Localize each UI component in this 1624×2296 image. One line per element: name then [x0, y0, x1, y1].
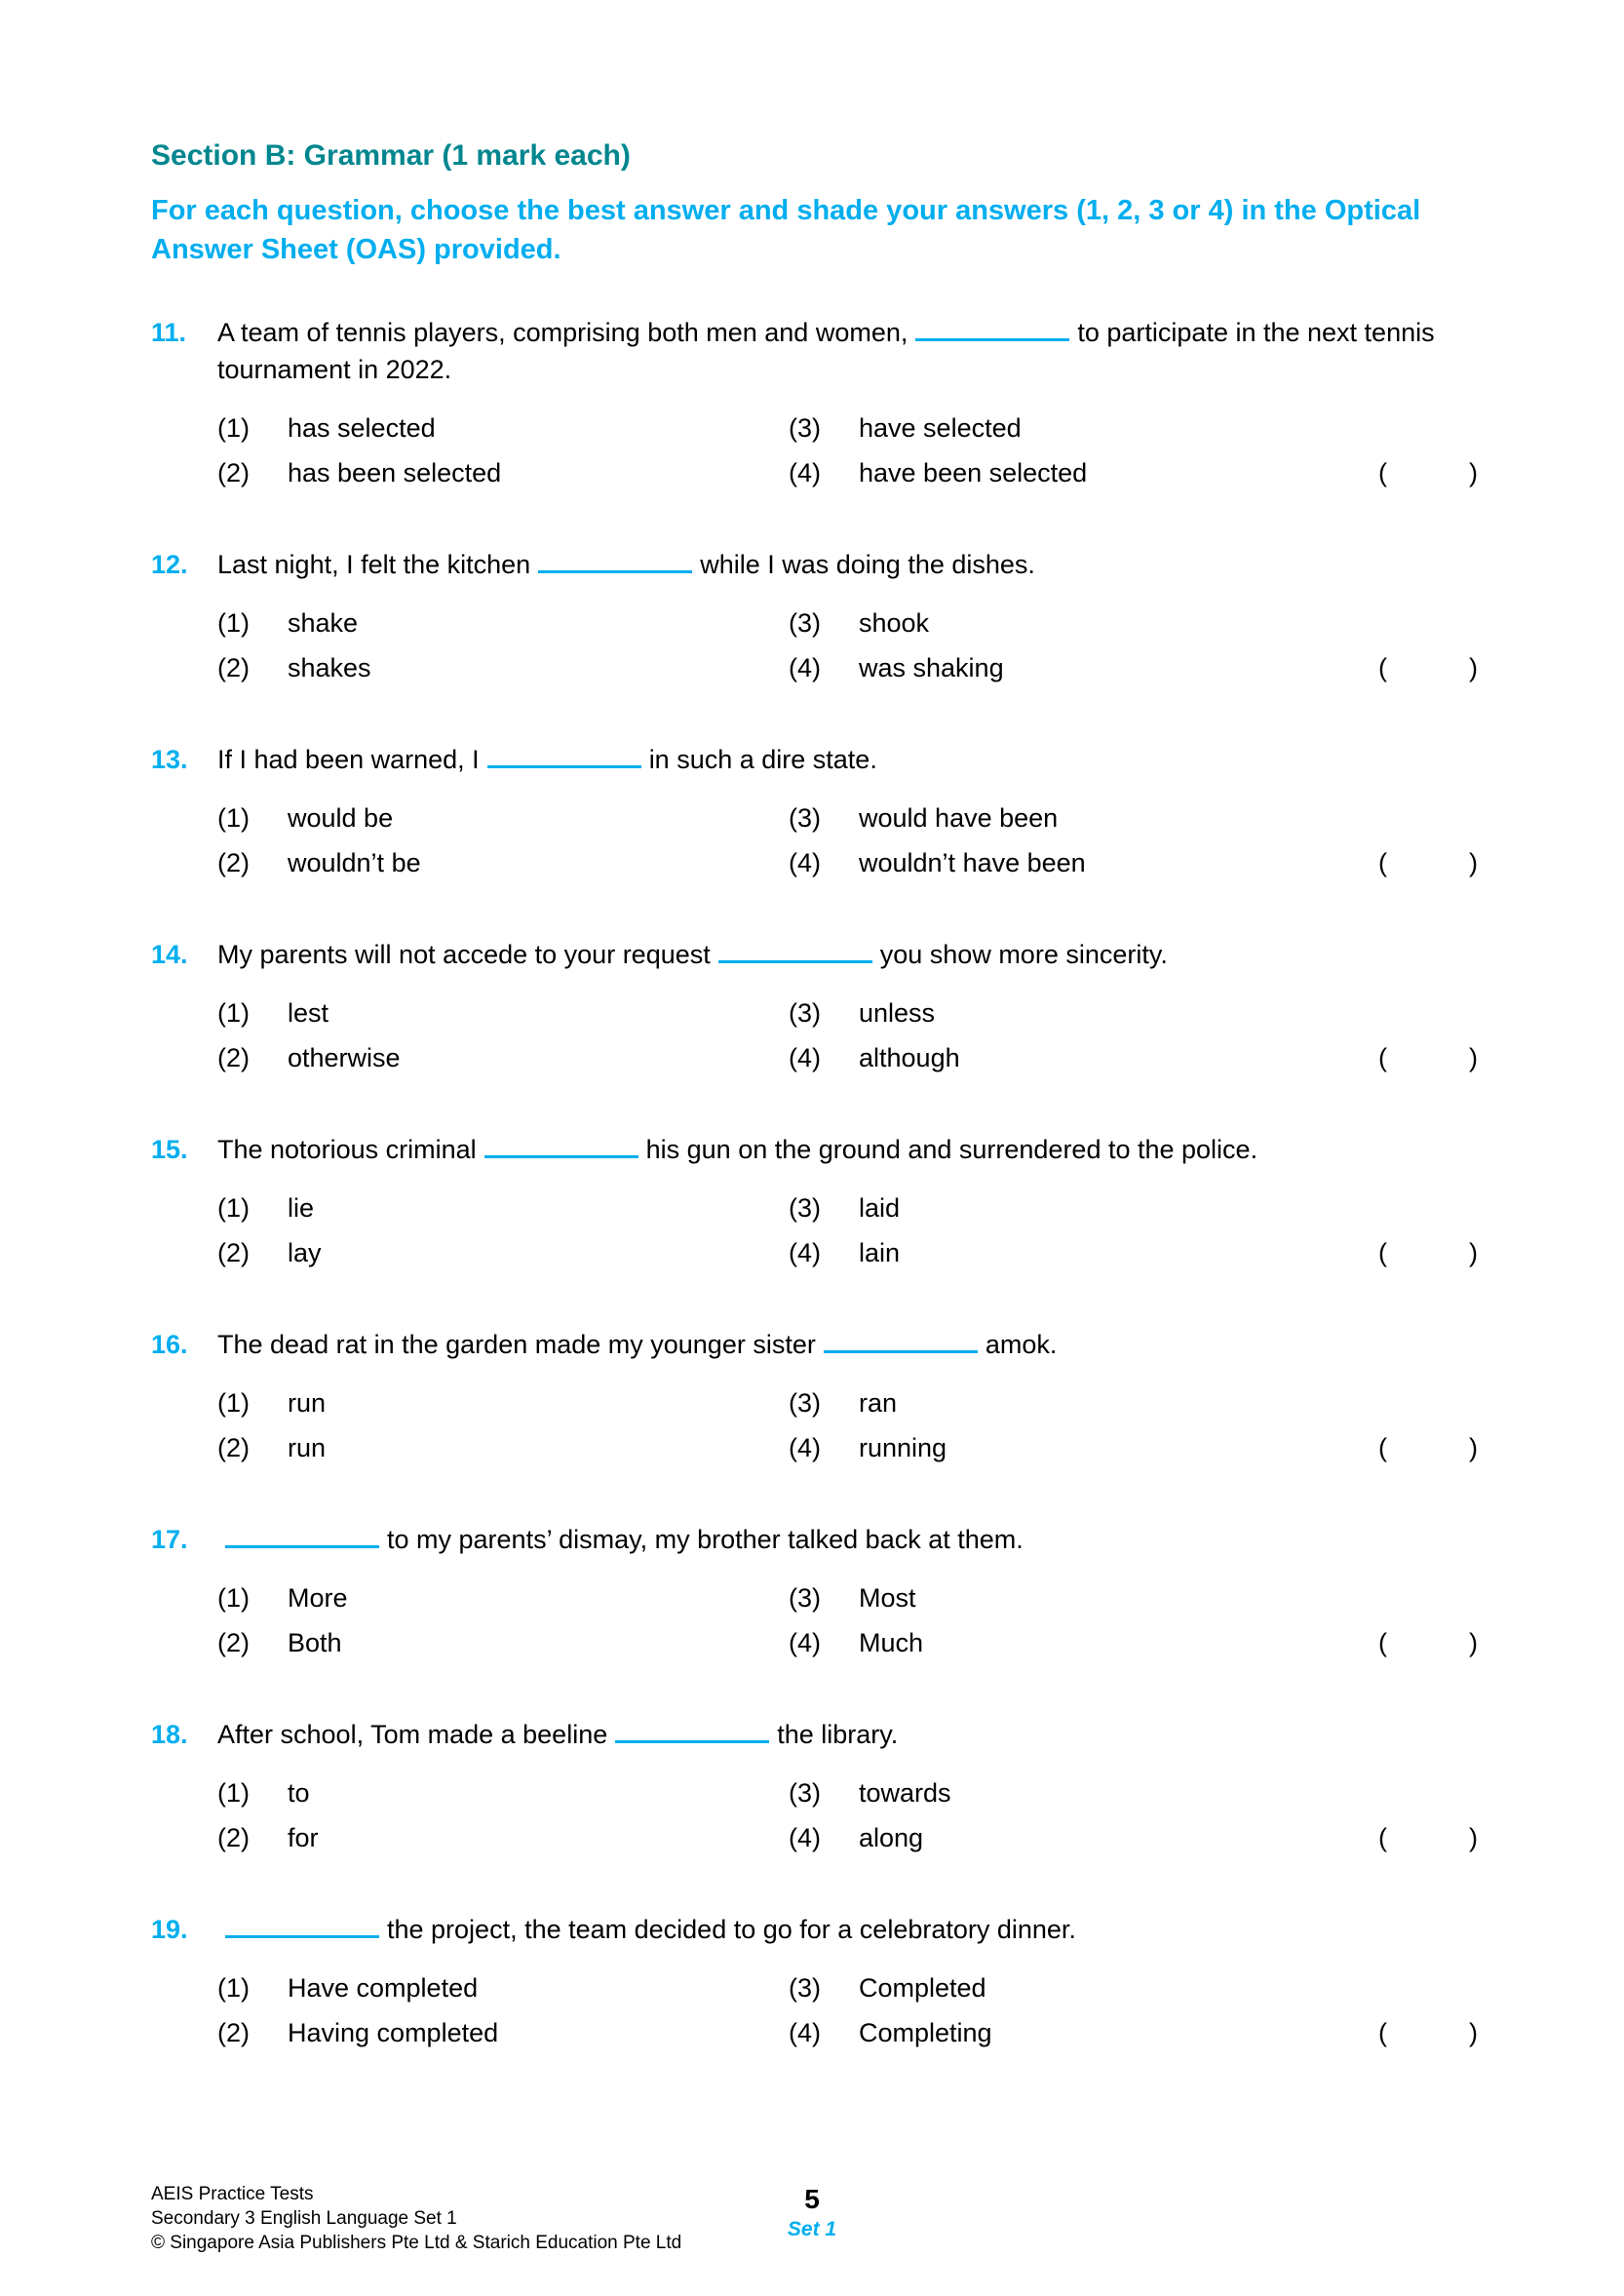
- option-text: unless: [859, 998, 936, 1028]
- option-label: (1): [217, 1583, 250, 1613]
- section-title: Section B: Grammar (1 mark each): [151, 139, 631, 172]
- question-text: [217, 936, 1478, 973]
- option-item: [789, 1234, 1478, 1271]
- option-text: would have been: [859, 803, 1059, 833]
- question-text-pre: After school, Tom made a beeline: [217, 1720, 608, 1749]
- option-text: would be: [288, 803, 394, 833]
- option-item: [217, 604, 789, 642]
- question-number: 14.: [151, 940, 188, 969]
- option-item: [789, 2014, 1478, 2051]
- option-label: (4): [789, 1043, 821, 1072]
- question-text-pre: If I had been warned, I: [217, 745, 480, 774]
- option-item: [217, 1429, 789, 1466]
- question-text: [217, 1911, 1478, 1948]
- question-block: [151, 1911, 1478, 2051]
- question-text-post: the project, the team decided to go for a celebratory dinner.: [387, 1915, 1076, 1944]
- question-number: 19.: [151, 1915, 188, 1944]
- option-text: run: [288, 1433, 327, 1462]
- option-text: wouldn’t have been: [859, 848, 1086, 877]
- option-item: [789, 1969, 1478, 2006]
- option-label: (1): [217, 998, 250, 1028]
- option-text: although: [859, 1043, 960, 1072]
- options-grid: [217, 1189, 1478, 1271]
- option-label: (2): [217, 1433, 250, 1462]
- option-text: More: [288, 1583, 348, 1613]
- question-text-post: to participate in the next tennis tournament in 2022.: [217, 318, 1435, 384]
- answer-brackets: [1378, 1234, 1478, 1271]
- answer-bracket-close: ): [1469, 1238, 1478, 1267]
- option-label: (4): [789, 1433, 821, 1462]
- option-item: [789, 454, 1478, 491]
- option-label: (3): [789, 413, 821, 443]
- option-item: [789, 1039, 1478, 1076]
- option-item: [789, 799, 1478, 837]
- option-item: [789, 1774, 1478, 1811]
- option-label: (3): [789, 1778, 821, 1808]
- answer-bracket-open: (: [1378, 2018, 1387, 2047]
- answer-bracket-open: (: [1378, 1043, 1387, 1072]
- footer-page-info: [0, 2184, 1624, 2241]
- answer-blank: [484, 1132, 638, 1158]
- option-item: [789, 1579, 1478, 1616]
- set-label: Set 1: [787, 2218, 837, 2240]
- option-item: [217, 454, 789, 491]
- page-number: 5: [804, 2184, 820, 2214]
- option-text: along: [859, 1823, 924, 1852]
- question-text: [217, 741, 1478, 778]
- option-item: [217, 1579, 789, 1616]
- question-text-pre: The dead rat in the garden made my younger sister: [217, 1330, 816, 1359]
- option-label: (1): [217, 1778, 250, 1808]
- option-text: Completing: [859, 2018, 992, 2047]
- option-label: (2): [217, 2018, 250, 2047]
- question-text-pre: My parents will not accede to your request: [217, 940, 711, 969]
- answer-blank: [824, 1327, 978, 1353]
- question-text-post: while I was doing the dishes.: [700, 550, 1035, 579]
- option-text: Much: [859, 1628, 924, 1657]
- option-text: Completed: [859, 1973, 986, 2003]
- option-text: Most: [859, 1583, 916, 1613]
- options-grid: [217, 1579, 1478, 1661]
- question-block: [151, 314, 1478, 491]
- option-item: [789, 1429, 1478, 1466]
- option-item: [789, 1624, 1478, 1661]
- question-number: 15.: [151, 1135, 188, 1164]
- question-text: [217, 1326, 1478, 1363]
- option-item: [217, 1969, 789, 2006]
- answer-brackets: [1378, 1039, 1478, 1076]
- option-label: (2): [217, 1823, 250, 1852]
- question-text-post: you show more sincerity.: [879, 940, 1168, 969]
- question-text-post: the library.: [777, 1720, 899, 1749]
- option-text: lay: [288, 1238, 322, 1267]
- option-label: (2): [217, 848, 250, 877]
- answer-bracket-close: ): [1469, 1823, 1478, 1852]
- option-text: running: [859, 1433, 947, 1462]
- question-block: [151, 1326, 1478, 1466]
- option-text: wouldn’t be: [288, 848, 421, 877]
- answer-bracket-close: ): [1469, 2018, 1478, 2047]
- option-item: [789, 604, 1478, 642]
- question-block: [151, 936, 1478, 1076]
- options-grid: [217, 1774, 1478, 1856]
- answer-brackets: [1378, 2014, 1478, 2051]
- question-text-pre: Last night, I felt the kitchen: [217, 550, 531, 579]
- answer-bracket-open: (: [1378, 848, 1387, 877]
- footer-line-subject: Secondary 3 English Language Set 1: [151, 2208, 457, 2229]
- options-grid: [217, 1969, 1478, 2051]
- option-text: to: [288, 1778, 310, 1808]
- option-label: (3): [789, 803, 821, 833]
- question-text-post: amok.: [985, 1330, 1058, 1359]
- answer-bracket-open: (: [1378, 1238, 1387, 1267]
- option-text: has selected: [288, 413, 436, 443]
- option-text: laid: [859, 1193, 901, 1223]
- option-item: [217, 2014, 789, 2051]
- question-text: [217, 1716, 1478, 1753]
- question-text: [217, 546, 1478, 583]
- option-text: have been selected: [859, 458, 1088, 487]
- option-text: Have completed: [288, 1973, 479, 2003]
- option-label: (4): [789, 1628, 821, 1657]
- options-grid: [217, 994, 1478, 1076]
- option-text: for: [288, 1823, 319, 1852]
- footer: [0, 2182, 1624, 2255]
- answer-blank: [915, 315, 1069, 341]
- question-text-pre: A team of tennis players, comprising both men and women,: [217, 318, 909, 347]
- options-grid: [217, 604, 1478, 686]
- answer-blank: [718, 937, 872, 963]
- option-item: [217, 799, 789, 837]
- question-block: [151, 546, 1478, 686]
- question-text: [217, 314, 1478, 388]
- option-label: (3): [789, 1388, 821, 1418]
- answer-blank: [225, 1912, 379, 1938]
- option-item: [789, 1189, 1478, 1226]
- option-label: (4): [789, 2018, 821, 2047]
- option-text: lest: [288, 998, 329, 1028]
- option-label: (3): [789, 1193, 821, 1223]
- option-text: was shaking: [859, 653, 1004, 682]
- option-item: [217, 1624, 789, 1661]
- question-text-post: in such a dire state.: [648, 745, 877, 774]
- option-text: have selected: [859, 413, 1022, 443]
- answer-bracket-open: (: [1378, 1628, 1387, 1657]
- footer-line-series: AEIS Practice Tests: [151, 2184, 314, 2204]
- option-label: (1): [217, 1388, 250, 1418]
- option-item: [217, 1774, 789, 1811]
- option-label: (4): [789, 1823, 821, 1852]
- answer-bracket-close: ): [1469, 653, 1478, 682]
- question-number: 12.: [151, 550, 188, 579]
- answer-brackets: [1378, 1429, 1478, 1466]
- answer-bracket-open: (: [1378, 653, 1387, 682]
- section-instructions: For each question, choose the best answer and shade your answers (1, 2, 3 or 4) in the Optical Answer Sheet (OAS) provided.: [151, 195, 1421, 265]
- option-text: shook: [859, 608, 930, 638]
- option-item: [217, 1039, 789, 1076]
- question-number: 17.: [151, 1525, 188, 1554]
- option-label: (4): [789, 848, 821, 877]
- option-label: (4): [789, 1238, 821, 1267]
- answer-bracket-open: (: [1378, 458, 1387, 487]
- options-grid: [217, 1384, 1478, 1466]
- footer-line-copyright: © Singapore Asia Publishers Pte Ltd & Starich Education Pte Ltd: [151, 2233, 682, 2253]
- option-label: (4): [789, 653, 821, 682]
- option-item: [789, 1384, 1478, 1421]
- question-block: [151, 741, 1478, 881]
- option-item: [217, 994, 789, 1031]
- option-item: [789, 844, 1478, 881]
- option-label: (4): [789, 458, 821, 487]
- option-label: (3): [789, 1973, 821, 2003]
- answer-bracket-open: (: [1378, 1823, 1387, 1852]
- option-label: (3): [789, 998, 821, 1028]
- answer-blank: [615, 1717, 769, 1743]
- option-label: (2): [217, 1043, 250, 1072]
- question-block: [151, 1716, 1478, 1856]
- question-block: [151, 1131, 1478, 1271]
- option-label: (3): [789, 608, 821, 638]
- option-text: lie: [288, 1193, 315, 1223]
- option-label: (2): [217, 1238, 250, 1267]
- question-number: 16.: [151, 1330, 188, 1359]
- question-number: 11.: [151, 318, 187, 347]
- option-text: shake: [288, 608, 359, 638]
- question-text: [217, 1521, 1478, 1558]
- questions-list: [151, 314, 1478, 2051]
- option-item: [217, 844, 789, 881]
- answer-bracket-open: (: [1378, 1433, 1387, 1462]
- option-item: [789, 994, 1478, 1031]
- option-label: (2): [217, 653, 250, 682]
- answer-bracket-close: ): [1469, 1628, 1478, 1657]
- question-text: [217, 1131, 1478, 1168]
- question-text-post: to my parents’ dismay, my brother talked back at them.: [387, 1525, 1024, 1554]
- option-text: ran: [859, 1388, 898, 1418]
- option-label: (3): [789, 1583, 821, 1613]
- option-text: run: [288, 1388, 327, 1418]
- answer-bracket-close: ): [1469, 458, 1478, 487]
- option-item: [789, 409, 1478, 447]
- question-text-pre: The notorious criminal: [217, 1135, 477, 1164]
- answer-blank: [487, 742, 641, 768]
- answer-bracket-close: ): [1469, 848, 1478, 877]
- question-text-post: his gun on the ground and surrendered to the police.: [645, 1135, 1258, 1164]
- option-text: Having completed: [288, 2018, 499, 2047]
- answer-brackets: [1378, 844, 1478, 881]
- question-number: 18.: [151, 1720, 188, 1749]
- option-text: shakes: [288, 653, 371, 682]
- option-item: [789, 649, 1478, 686]
- option-item: [789, 1819, 1478, 1856]
- option-item: [217, 409, 789, 447]
- answer-brackets: [1378, 454, 1478, 491]
- option-item: [217, 1234, 789, 1271]
- option-label: (2): [217, 1628, 250, 1657]
- answer-brackets: [1378, 1819, 1478, 1856]
- option-text: has been selected: [288, 458, 502, 487]
- option-text: towards: [859, 1778, 951, 1808]
- option-item: [217, 1819, 789, 1856]
- option-label: (2): [217, 458, 250, 487]
- option-label: (1): [217, 1973, 250, 2003]
- option-text: lain: [859, 1238, 901, 1267]
- option-text: Both: [288, 1628, 342, 1657]
- options-grid: [217, 799, 1478, 881]
- answer-bracket-close: ): [1469, 1433, 1478, 1462]
- option-label: (1): [217, 803, 250, 833]
- answer-blank: [225, 1522, 379, 1548]
- question-block: [151, 1521, 1478, 1661]
- answer-blank: [538, 547, 692, 573]
- option-label: (1): [217, 608, 250, 638]
- option-item: [217, 1189, 789, 1226]
- option-label: (1): [217, 413, 250, 443]
- question-number: 13.: [151, 745, 188, 774]
- option-item: [217, 1384, 789, 1421]
- option-item: [217, 649, 789, 686]
- answer-bracket-close: ): [1469, 1043, 1478, 1072]
- option-text: otherwise: [288, 1043, 401, 1072]
- option-label: (1): [217, 1193, 250, 1223]
- options-grid: [217, 409, 1478, 491]
- answer-brackets: [1378, 649, 1478, 686]
- answer-brackets: [1378, 1624, 1478, 1661]
